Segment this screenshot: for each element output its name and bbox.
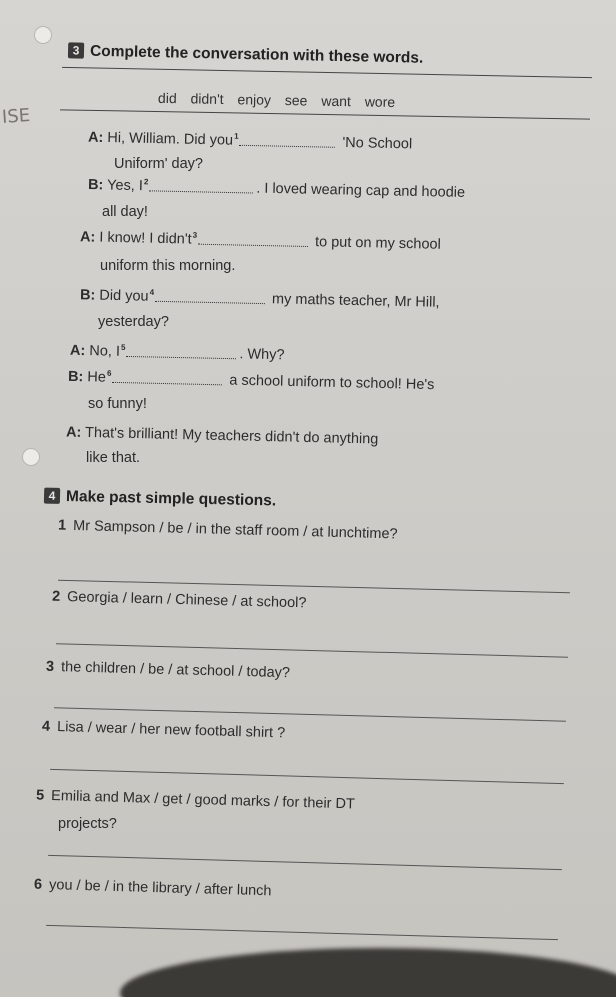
question-item: 5 Emilia and Max / get / good marks / for their DT xyxy=(35,787,356,813)
conversation-line: A: I know! I $didn't^3$ to put on my school xyxy=(79,229,441,253)
word-bank-item: didn't xyxy=(190,90,224,107)
word-bank-rule xyxy=(60,109,590,119)
question-item: 3 the children / be / at school / today? xyxy=(45,658,291,682)
exercise-3-number: 3 xyxy=(68,42,84,58)
conversation-line: like that. xyxy=(86,450,140,466)
answer-line[interactable] xyxy=(54,707,566,721)
exercise-4-number: 4 xyxy=(44,488,60,504)
exercise-3-heading xyxy=(68,42,424,67)
speaker-label: A: xyxy=(69,342,86,360)
speaker-label: A: xyxy=(79,229,96,246)
conversation-line: Uniform' day? xyxy=(114,156,203,172)
speaker-label: A: xyxy=(65,424,82,441)
question-item: 1 Mr Sampson / be / in the staff room / at lunchtime? xyxy=(57,517,398,543)
exercise-3-title: Complete the conversation with these words. xyxy=(89,42,424,67)
answer-blank[interactable] xyxy=(112,370,222,385)
punch-hole-top xyxy=(34,26,52,44)
conversation-line: A: Hi, William. Did you$^1$ 'No School xyxy=(87,129,413,153)
word-bank-item: did xyxy=(157,89,177,107)
question-item: 2 Georgia / learn / Chinese / at school? xyxy=(51,588,307,612)
word-bank xyxy=(158,90,405,110)
answer-blank[interactable] xyxy=(198,232,308,247)
handwritten-margin-note: ISE xyxy=(1,105,31,128)
question-item: 4 Lisa / wear / her new football shirt ? xyxy=(41,718,286,742)
word-bank-item: wore xyxy=(364,93,396,110)
speaker-label: A: xyxy=(87,129,104,146)
conversation-line: so funny! xyxy=(88,396,147,412)
punch-hole-middle xyxy=(22,448,40,466)
conversation-line: B: Did you$^4$ my maths teacher, Mr Hill, xyxy=(79,287,440,311)
conversation-line: B: Yes, $I^2$ . I loved wearing cap and hoodie xyxy=(87,177,466,201)
answer-blank[interactable] xyxy=(155,289,265,304)
word-bank-item: see xyxy=(284,92,308,109)
word-bank-item: want xyxy=(321,92,352,110)
exercise-4-heading xyxy=(44,488,277,511)
conversation-line: yesterday? xyxy=(98,314,169,330)
speaker-label: B: xyxy=(67,368,84,386)
speaker-label: B: xyxy=(79,287,96,304)
question-item: 6 you / be / in the library / after lunch xyxy=(33,876,272,900)
conversation-line: uniform this morning. xyxy=(100,258,236,274)
question-item: projects? xyxy=(58,816,117,832)
conversation-line: A: No, $I^5$ . Why? xyxy=(69,342,285,364)
answer-line[interactable] xyxy=(46,925,558,940)
answer-line[interactable] xyxy=(56,643,568,657)
exercise-4-title: Make past simple questions. xyxy=(65,488,277,510)
heading-rule xyxy=(62,67,592,78)
speaker-label: B: xyxy=(87,177,104,194)
word-bank-item: enjoy xyxy=(237,91,272,108)
answer-blank[interactable] xyxy=(126,344,236,359)
answer-line[interactable] xyxy=(48,855,562,870)
conversation-line: all day! xyxy=(102,204,148,220)
conversation-line: A: That's brilliant! My teachers didn't do anything xyxy=(65,424,379,448)
answer-blank[interactable] xyxy=(149,178,253,193)
answer-line[interactable] xyxy=(50,769,564,784)
answer-blank[interactable] xyxy=(239,133,335,148)
bottom-shadow xyxy=(120,948,616,997)
conversation-line: B: He$^6$ a school uniform to school! He's xyxy=(67,368,435,394)
